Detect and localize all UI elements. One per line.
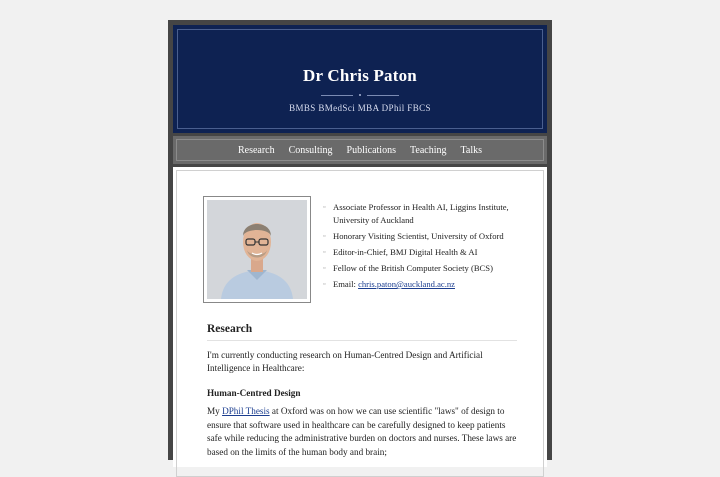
profile-roles-list: [323, 201, 513, 294]
site-header: [173, 25, 547, 133]
hcd-para-body: at Oxford was on how we can use scientific "laws" of design to ensure that software used in healthcare can be carefully designed to keep patients safe while reducing the administrative burden on doctors and nurses. These laws are based on the limits of the human body and brain;: [207, 406, 517, 457]
nav-item-teaching[interactable]: Teaching: [409, 144, 447, 156]
nav-menu: [176, 139, 544, 161]
email-label: Email:: [333, 279, 359, 289]
research-heading: Research: [207, 323, 517, 341]
profile-photo: [207, 200, 307, 299]
nav-item-talks[interactable]: Talks: [460, 144, 483, 156]
email-item: [323, 278, 513, 291]
nav-item-consulting[interactable]: Consulting: [288, 144, 333, 156]
role-item: ▫ Fellow of the British Computer Society (BCS): [323, 262, 513, 275]
role-item: ▫ Honorary Visiting Scientist, University of Oxford: [323, 230, 513, 243]
main-content: [173, 167, 547, 467]
divider-line-right: [367, 95, 399, 96]
hcd-subheading: Human-Centred Design: [207, 388, 301, 398]
content-border: [176, 170, 544, 477]
dphil-thesis-link[interactable]: DPhil Thesis: [222, 406, 270, 416]
role-item: ▫ Editor-in-Chief, BMJ Digital Health & AI: [323, 246, 513, 259]
nav-bar: [173, 136, 547, 164]
nav-item-publications[interactable]: Publications: [346, 144, 396, 156]
site-subtitle: BMBS BMedSci MBA DPhil FBCS: [289, 103, 431, 113]
portrait-illustration: [207, 200, 307, 299]
hcd-paragraph: [207, 405, 519, 459]
page-frame: [168, 20, 552, 460]
research-intro: I'm currently conducting research on Human-Centred Design and Artificial Intelligence in Healthcare:: [207, 350, 483, 373]
profile-photo-frame: [203, 196, 311, 303]
role-item: ▫ Associate Professor in Health AI, Liggins Institute, University of Auckland: [323, 201, 513, 227]
title-divider: [178, 94, 542, 96]
divider-line-left: [321, 95, 353, 96]
header-border: [177, 29, 543, 129]
hcd-para-prefix: My: [207, 406, 223, 416]
site-title: Dr Chris Paton: [303, 66, 417, 85]
email-link[interactable]: chris.paton@auckland.ac.nz: [358, 279, 455, 289]
nav-item-research[interactable]: Research: [237, 144, 275, 156]
divider-dot: [359, 94, 361, 96]
